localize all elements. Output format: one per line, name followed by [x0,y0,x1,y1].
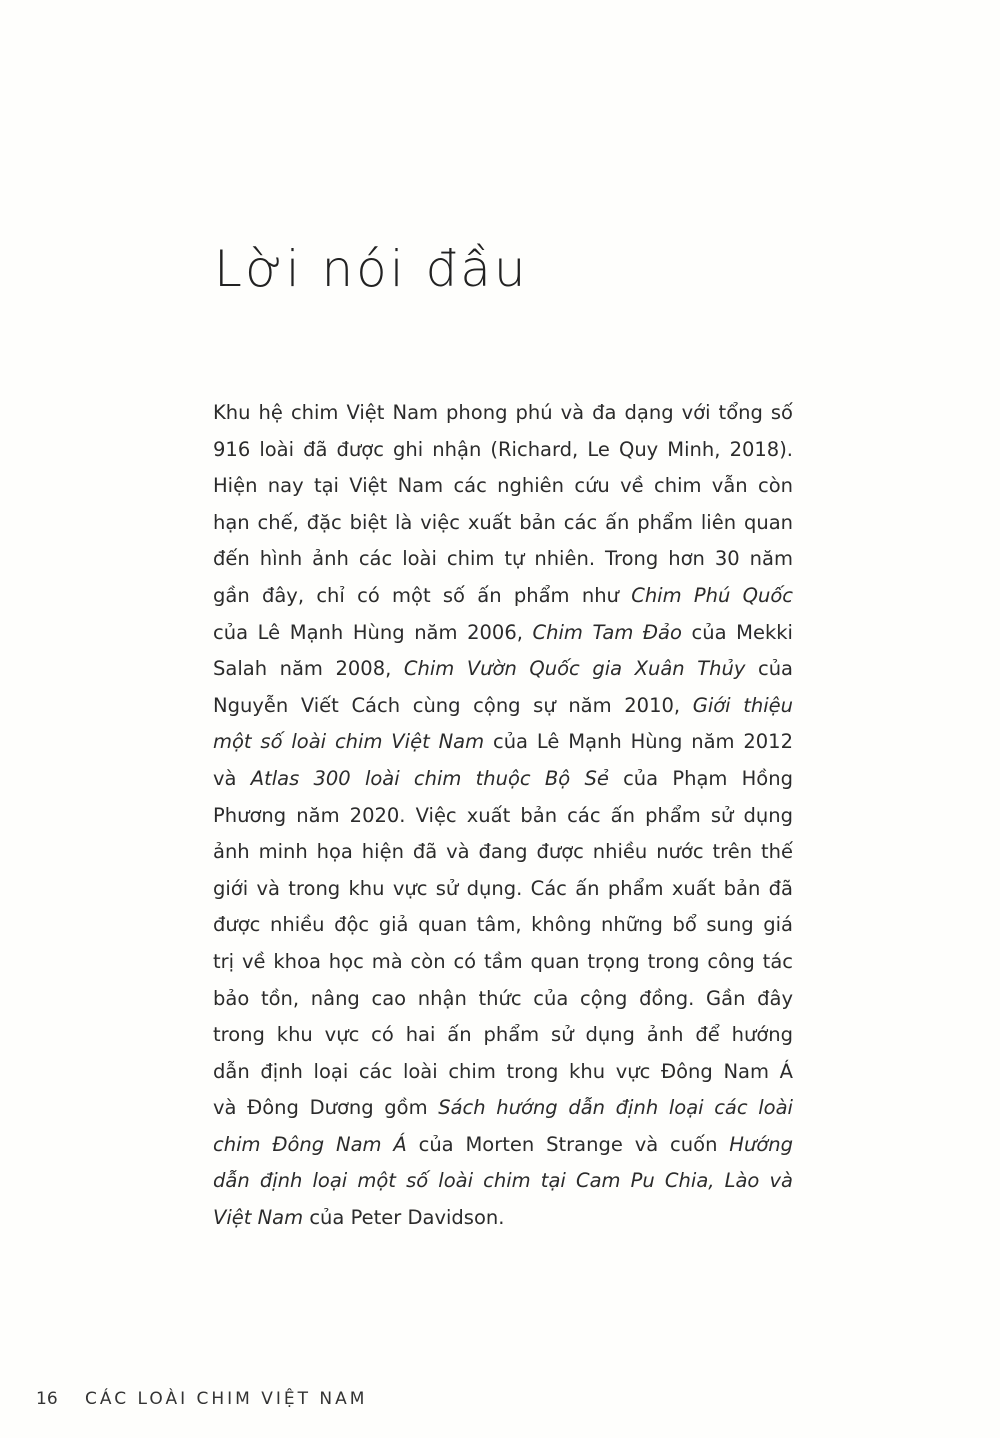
chapter-title: Lời nói đầu [214,240,529,298]
body-text-run: và Đông Dương gồm [213,1096,439,1120]
body-text-run: bảo tồn, nâng cao nhận thức của cộng đồng. Gần đây [213,986,793,1010]
body-text-run: trong khu vực có hai ấn phẩm sử dụng ảnh để hướng [213,1023,793,1047]
body-line [213,541,793,578]
body-line [213,907,793,944]
book-title-italic: chim Đông Nam Á [213,1132,407,1156]
body-line [213,981,793,1018]
body-line [213,871,793,908]
body-line [213,578,793,615]
body-text-run: Salah năm 2008, [213,657,404,681]
body-text-run: Khu hệ chim Việt Nam phong phú và đa dạng với tổng số [213,401,793,424]
body-text-run: Hiện nay tại Việt Nam các nghiên cứu về chim vẫn còn [213,474,793,498]
body-text-run: dẫn định loại các loài chim trong khu vực Đông Nam Á [213,1059,793,1083]
book-title-italic: Chim Phú Quốc [631,583,793,607]
body-text-run: và [213,766,251,790]
body-text-run: Phương năm 2020. Việc xuất bản các ấn phẩm sử dụng [213,803,793,827]
body-text-run: hạn chế, đặc biệt là việc xuất bản các ấn phẩm liên quan [213,510,793,534]
body-text-run: của Peter Davidson. [303,1206,505,1230]
body-text-run: giới và trong khu vực sử dụng. Các ấn phẩm xuất bản đã [213,876,793,900]
body-text-run: ảnh minh họa hiện đã và đang được nhiều nước trên thế [213,840,793,864]
body-line [213,505,793,542]
body-line [213,798,793,835]
body-text-run: Nguyễn Viết Cách cùng cộng sự năm 2010, [213,693,693,717]
page-number: 16 [36,1389,58,1409]
body-line [213,761,793,798]
book-title-italic: Giới thiệu [692,693,794,717]
body-line [213,395,793,432]
body-text-run: đến hình ảnh các loài chim tự nhiên. Trong hơn 30 năm [213,547,793,571]
running-head: CÁC LOÀI CHIM VIỆT NAM [85,1389,368,1409]
book-title-italic: Việt Nam [213,1206,304,1230]
body-text-run: của Morten Strange và cuốn [406,1132,730,1156]
body-line [213,651,793,688]
book-title-italic: Chim Vườn Quốc gia Xuân Thủy [403,657,746,681]
body-line [213,1054,793,1091]
body-line [213,432,793,469]
book-title-italic: dẫn định loại một số loài chim tại Cam Pu Chia, Lào và [213,1169,793,1193]
body-line [213,615,793,652]
body-line [213,688,793,725]
body-line [213,1090,793,1127]
body-line [213,1200,793,1237]
book-title-italic: Chim Tam Đảo [532,620,682,644]
body-text-run: của [745,657,794,681]
body-line [213,724,793,761]
body-text-run: của Lê Mạnh Hùng năm 2012 [484,730,793,754]
book-title-italic: một số loài chim Việt Nam [213,730,485,754]
book-title-italic: Sách hướng dẫn định loại các loài [438,1096,793,1120]
body-line [213,468,793,505]
body-text-run: của Lê Mạnh Hùng năm 2006, [213,620,533,644]
body-text-run: được nhiều độc giả quan tâm, không những bổ sung giá [213,913,793,937]
page-footer [36,1389,367,1409]
book-title-italic: Atlas 300 loài chim thuộc Bộ Sẻ [250,766,609,790]
body-text-run: của Phạm Hồng [608,766,793,790]
body-line [213,1127,793,1164]
body-text-run: của Mekki [681,620,793,644]
body-text-run: trị về khoa học mà còn có tầm quan trọng trong công tác [213,949,793,973]
body-line [213,1017,793,1054]
body-line [213,1163,793,1200]
body-line [213,834,793,871]
body-text-run: gần đây, chỉ có một số ấn phẩm như [213,583,632,607]
body-line [213,944,793,981]
preface-body [213,395,793,1237]
body-text-run: 916 loài đã được ghi nhận (Richard, Le Quy Minh, 2018). [213,437,793,461]
book-title-italic: Hướng [729,1132,793,1156]
